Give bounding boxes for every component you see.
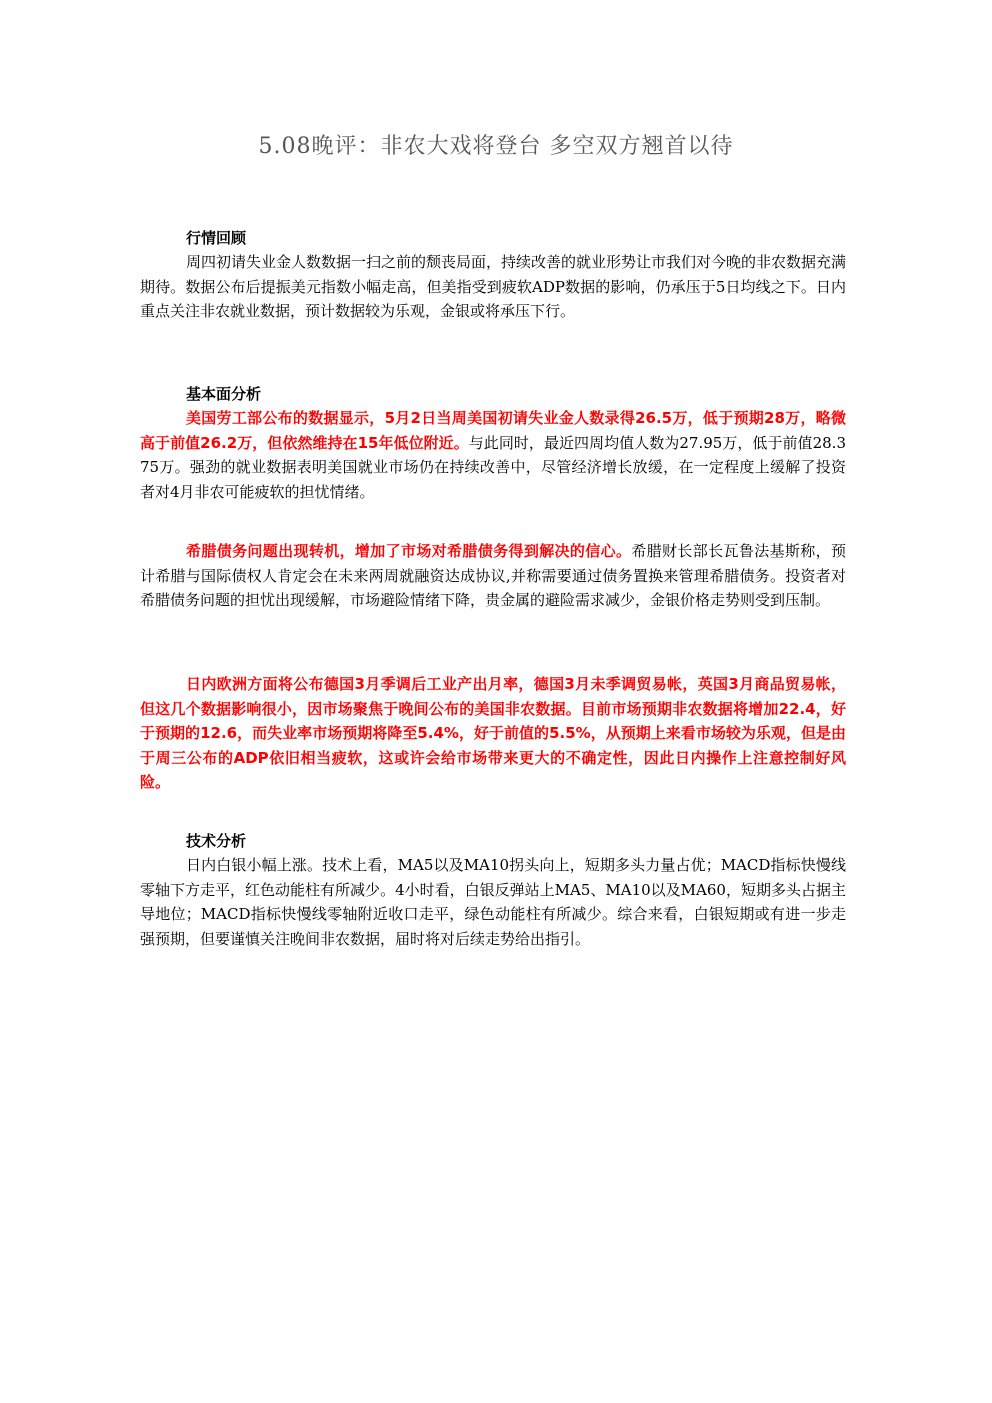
section-europe-data bbox=[140, 672, 846, 795]
heading-technical: 技术分析 bbox=[186, 832, 247, 850]
section-market-review bbox=[140, 226, 846, 324]
paragraph-europe-data: 日内欧洲方面将公布德国3月季调后工业产出月率，德国3月未季调贸易帐，英国3月商品贸易帐，但这几个数据影响很小，因市场聚焦于晚间公布的美国非农数据。目前市场预期非农数据将增加22.4，好于预期的12.6，而失业率市场预期将降至5.4%，好于前值的5.5%，从预期上来看市场较为乐观，但是由于周三公布的ADP依旧相当疲软，这或许会给市场带来更大的不确定性，因此日内操作上注意控制好风险。 bbox=[140, 675, 846, 791]
paragraph-jobless-claims bbox=[140, 406, 846, 504]
highlight-jobless-claims: 美国劳工部公布的数据显示，5月2日当周美国初请失业金人数录得26.5万，低于预期28万，略微高于前值26.2万，但依然维持在15年低位附近。 bbox=[140, 409, 846, 452]
heading-market-review: 行情回顾 bbox=[186, 229, 247, 247]
paragraph-market-review: 周四初请失业金人数数据一扫之前的颓丧局面，持续改善的就业形势让市我们对今晚的非农数据充满期待。数据公布后提振美元指数小幅走高，但美指受到疲软ADP数据的影响，仍承压于5日均线之下。日内重点关注非农就业数据，预计数据较为乐观，金银或将承压下行。 bbox=[140, 253, 847, 320]
text-greece-debt: 希腊财长部长瓦鲁法基斯称，预计希腊与国际债权人肯定会在未来两周就融资达成协议,并称需要通过债务置换来管理希腊债务。投资者对希腊债务问题的担忧出现缓解，市场避险情绪下降，贵金属的避险需求减少，金银价格走势则受到压制。 bbox=[140, 542, 846, 609]
section-greece bbox=[140, 539, 846, 613]
highlight-greece-debt: 希腊债务问题出现转机，增加了市场对希腊债务得到解决的信心。 bbox=[186, 542, 632, 560]
paragraph-technical: 日内白银小幅上涨。技术上看，MA5以及MA10拐头向上，短期多头力量占优；MACD指标快慢线零轴下方走平，红色动能柱有所减少。4小时看，白银反弹站上MA5、MA10以及MA60，短期多头占据主导地位；MACD指标快慢线零轴附近收口走平，绿色动能柱有所减少。综合来看，白银短期或有进一步走强预期，但要谨慎关注晚间非农数据，届时将对后续走势给出指引。 bbox=[140, 856, 846, 948]
heading-fundamental: 基本面分析 bbox=[186, 385, 262, 403]
text-jobless-claims: 与此同时，最近四周均值人数为27.95万，低于前值28.375万。强劲的就业数据表明美国就业市场仍在持续改善中，尽管经济增长放缓，在一定程度上缓解了投资者对4月非农可能疲软的担忧情绪。 bbox=[140, 433, 846, 501]
paragraph-greece-debt bbox=[140, 539, 846, 613]
section-technical bbox=[140, 829, 846, 951]
section-fundamental bbox=[140, 382, 846, 504]
page-title: 5.08晚评：非农大戏将登台 多空双方翘首以待 bbox=[258, 134, 734, 159]
